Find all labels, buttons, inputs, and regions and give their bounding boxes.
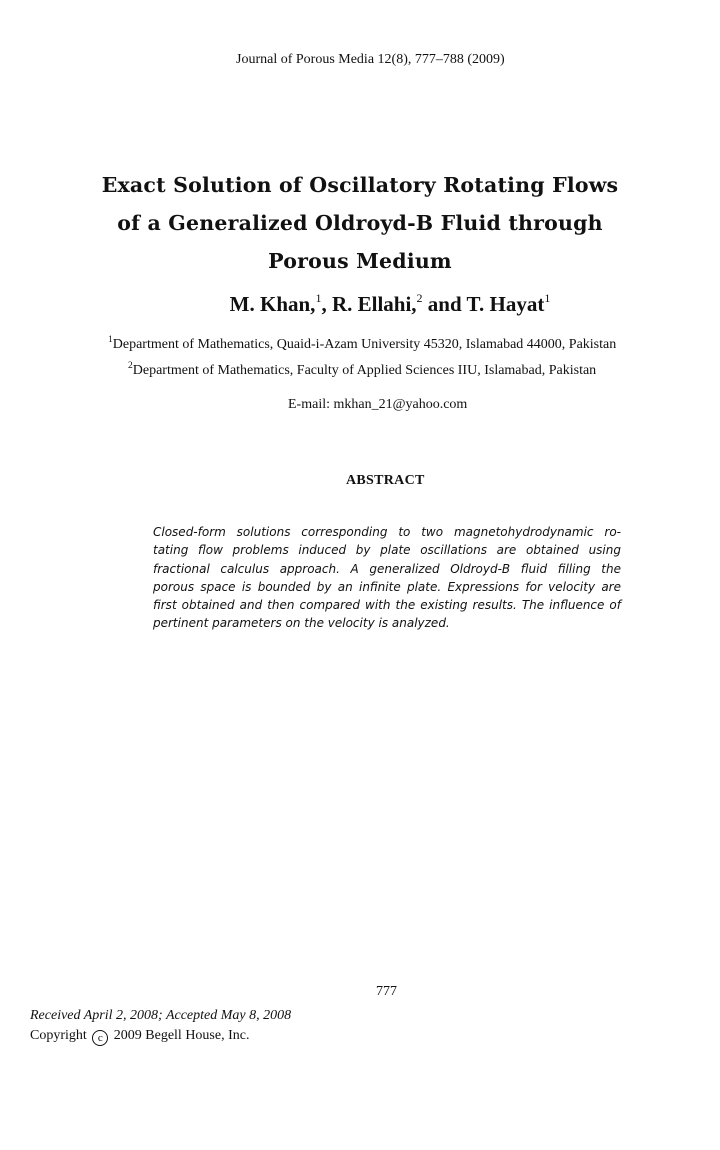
abstract-line: pertinent parameters on the velocity is analyzed. <box>153 616 450 631</box>
affiliation-2 <box>128 363 596 379</box>
copyright-notice <box>30 1028 249 1046</box>
contact-email: E-mail: mkhan_21@yahoo.com <box>288 397 468 412</box>
author-affiliation-mark: 2 <box>416 291 423 305</box>
author-affiliation-mark: 1 <box>315 291 322 305</box>
abstract-line: fractional calculus approach. A generalized Oldroyd-B fluid filling the <box>153 561 621 576</box>
author-name: T. Hayat <box>466 292 545 316</box>
copyright-prefix: Copyright <box>30 1028 87 1043</box>
paper-title <box>60 166 660 280</box>
abstract-heading: ABSTRACT <box>346 473 425 488</box>
abstract-body <box>153 523 621 633</box>
affiliation-1 <box>108 337 616 353</box>
received-dates: Received April 2, 2008; Accepted May 8, 2008 <box>30 1008 292 1023</box>
abstract-line: Closed-form solutions corresponding to two magnetohydrodynamic ro- <box>153 525 621 539</box>
author-name: R. Ellahi, <box>331 292 417 316</box>
author-name: M. Khan, <box>229 292 316 316</box>
author-separator: , <box>321 292 332 316</box>
abstract-line: tating flow problems induced by plate oscillations are obtained using <box>153 543 621 558</box>
copyright-symbol: c <box>92 1030 108 1046</box>
affiliation-text: Department of Mathematics, Faculty of Applied Sciences IIU, Islamabad, Pakistan <box>132 363 597 378</box>
author-separator: and <box>422 292 467 316</box>
author-affiliation-mark: 1 <box>544 291 551 305</box>
title-line-1: Exact Solution of Oscillatory Rotating Flows <box>101 173 619 197</box>
affiliation-text: Department of Mathematics, Quaid-i-Azam University 45320, Islamabad 44000, Pakistan <box>112 337 617 352</box>
title-line-3: Porous Medium <box>268 249 452 273</box>
journal-citation: Journal of Porous Media 12(8), 777–788 (2009) <box>236 52 505 67</box>
affiliation-mark: 2 <box>128 361 133 371</box>
abstract-line: porous space is bounded by an infinite plate. Expressions for velocity are <box>153 579 621 594</box>
copyright-suffix: 2009 Begell House, Inc. <box>113 1028 250 1043</box>
title-line-2: of a Generalized Oldroyd-B Fluid through <box>117 211 603 235</box>
author-list <box>130 292 650 317</box>
page-number: 777 <box>376 984 397 999</box>
affiliation-mark: 1 <box>108 335 113 345</box>
abstract-line: first obtained and then compared with the existing results. The influence of <box>153 598 621 613</box>
